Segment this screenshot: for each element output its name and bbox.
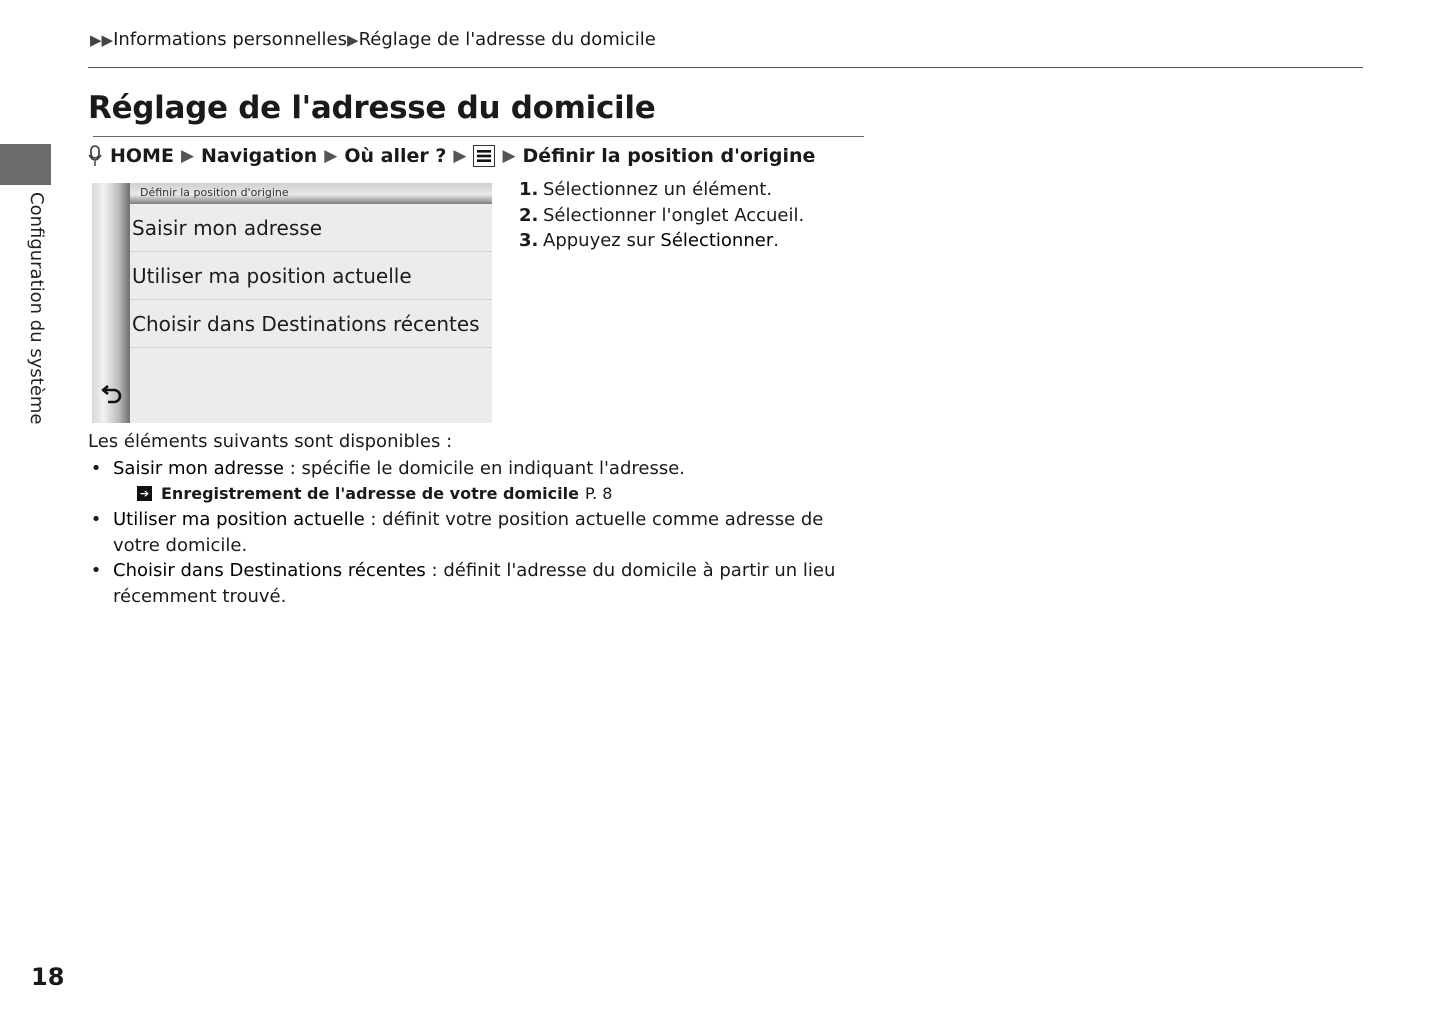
page-title: Réglage de l'adresse du domicile	[88, 90, 656, 126]
section-tab-label: Configuration du système	[26, 192, 47, 425]
navigation-screen	[92, 183, 492, 423]
cross-reference-link[interactable]: ➔ Enregistrement de l'adresse de votre domicile P. 8	[137, 484, 612, 503]
arrow-icon: ▶	[502, 146, 516, 166]
path-item-navigation: Navigation	[201, 145, 318, 167]
voice-command-icon	[88, 145, 102, 167]
step-item: 3. Appuyez sur Sélectionner.	[519, 230, 779, 251]
list-item: • Utiliser ma position actuelle : définit votre position actuelle comme adresse de votre domicile.	[88, 507, 848, 558]
bullet-icon: •	[90, 509, 102, 530]
menu-path	[88, 145, 815, 167]
page-number: 18	[31, 963, 65, 991]
options-intro: Les éléments suivants sont disponibles :	[88, 431, 453, 452]
arrow-icon: ▶	[180, 146, 195, 166]
bullet-icon: •	[90, 458, 102, 479]
step-item: 1. Sélectionnez un élément.	[519, 179, 773, 200]
title-divider	[93, 136, 864, 137]
header-divider	[88, 67, 1363, 68]
double-arrow-icon: ▶▶	[90, 31, 114, 49]
menu-icon	[473, 145, 495, 167]
breadcrumb-item-current: Réglage de l'adresse du domicile	[358, 29, 656, 50]
path-item-set-home: Définir la position d'origine	[522, 145, 816, 167]
reference-arrow-icon: ➔	[137, 486, 152, 501]
list-item: • Saisir mon adresse : spécifie le domicile en indiquant l'adresse.	[88, 456, 848, 482]
path-item-where-to: Où aller ?	[344, 145, 447, 167]
breadcrumb	[90, 29, 656, 50]
path-item-home: HOME	[110, 145, 174, 167]
arrow-icon: ▶	[324, 146, 338, 166]
screen-header: Définir la position d'origine	[130, 183, 492, 204]
screen-option-current-location[interactable]: Utiliser ma position actuelle	[130, 252, 492, 300]
section-tab-marker	[0, 144, 51, 185]
breadcrumb-item-parent[interactable]: Informations personnelles	[113, 29, 348, 50]
arrow-icon: ▶	[347, 31, 359, 49]
step-item: 2. Sélectionner l'onglet Accueil.	[519, 204, 805, 226]
list-item: • Choisir dans Destinations récentes : définit l'adresse du domicile à partir un lieu récemment trouvé.	[88, 558, 848, 609]
screen-option-enter-address[interactable]: Saisir mon adresse	[130, 204, 492, 252]
instruction-steps	[519, 177, 804, 254]
bullet-icon: •	[90, 560, 102, 581]
select-label: Sélectionner	[660, 230, 774, 251]
arrow-icon: ▶	[453, 146, 467, 166]
back-icon[interactable]	[100, 381, 124, 409]
screen-option-recent-destinations[interactable]: Choisir dans Destinations récentes	[130, 300, 492, 348]
